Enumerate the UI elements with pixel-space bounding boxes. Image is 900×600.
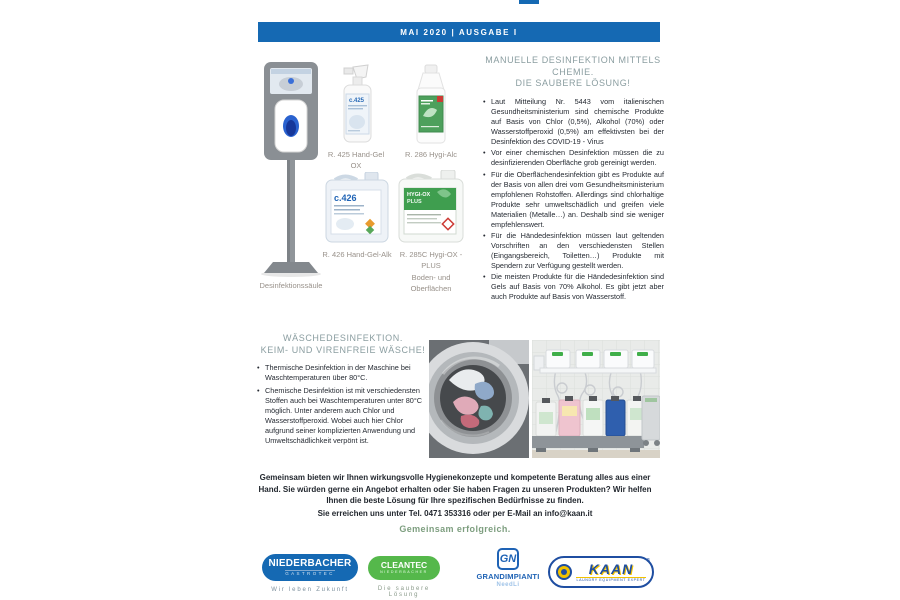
logo-grandimpianti: [474, 548, 542, 588]
chemie-bullet-list: [482, 97, 664, 302]
waesche-heading-line1: WÄSCHEDESINFEKTION.: [283, 333, 403, 343]
bullet-item: • Thermische Desinfektion in der Maschine bei Waschtemperaturen über 80°C.: [256, 363, 430, 383]
niederbacher-name: NIEDERBACHER: [268, 557, 352, 569]
footer-text: [252, 472, 658, 534]
kaan-name: KAAN: [588, 560, 634, 577]
logo-niederbacher: [262, 554, 358, 593]
pillar-caption: Desinfektionssäule: [259, 281, 323, 290]
section-chemie: [482, 55, 664, 303]
chemie-heading-line1: MANUELLE DESINFEKTION MITTELS CHEMIE.: [485, 55, 661, 77]
bullet-item: • Für die Oberflächendesinfektion gibt es Produkte auf der Basis von allen drei vom Gesundheitsministerium empfohlenen Rohstoffen. Allerdings sind chlorhaltige Produkte sehr umweltschädlich und greifen viele Materialien (Metalle…) an. Deshalb sind sie weniger empfehlenswert.: [482, 170, 664, 230]
waesche-bullet-list: [256, 363, 430, 446]
product-figure: [394, 170, 468, 294]
kaan-sub: LAUNDRY EQUIPMENT EXPERT: [576, 577, 646, 582]
niederbacher-tagline: Wir leben Zukunft: [271, 587, 349, 593]
product-caption: R. 286 Hygi-Alc: [404, 150, 458, 159]
section-waesche: [256, 333, 430, 448]
grandimpianti-monogram-icon: GN: [497, 548, 519, 570]
product-figure: [394, 64, 468, 160]
issue-bar: [258, 22, 660, 42]
footer-slogan: Gemeinsam erfolgreich.: [399, 523, 511, 534]
hygi-alc-bottle-image: [409, 64, 453, 144]
waesche-heading: [256, 333, 430, 356]
dosing-station-photo: [532, 340, 660, 458]
top-cropped-mark: [519, 0, 539, 4]
bullet-item: • Für die Händedesinfektion müssen laut geltenden Vorschriften an den verschiedensten Stellen (Eingangsbereich, Toiletten…) Produkte mit Spendern zur Verfügung gestellt werden.: [482, 231, 664, 271]
cleantec-tagline: Die saubere Lösung: [377, 586, 431, 598]
hand-gel-canister-image: [323, 172, 391, 244]
footer-paragraph: Gemeinsam bieten wir Ihnen wirkungsvolle Hygienekonzepte und kompetente Beratung alles aus einer Hand. Sie würden gerne ein Angebot erhalten oder Sie haben Fragen zu unseren Produkten? Wir helfen Ihnen die beste Lösung für Ihre spezifischen Bedürfnisse zu finden.: [258, 473, 652, 506]
chemie-heading: [482, 55, 664, 90]
cleantec-badge: [368, 556, 440, 580]
washing-machine-drum-photo: [429, 340, 529, 458]
waesche-heading-line2: KEIM- UND VIRENFREIE WÄSCHE!: [260, 344, 426, 355]
kaan-trademark: ®: [646, 558, 650, 564]
hygi-ox-canister-image: [397, 170, 465, 244]
bullet-item: • Vor einer chemischen Desinfektion müssen die zu desinfizierenden Oberfläche grob gereinigt werden.: [482, 148, 664, 168]
svg-text:HYGI-OX: HYGI-OX: [407, 192, 431, 198]
kaan-badge: [548, 556, 654, 588]
grandimpianti-sub: NeedLi: [496, 582, 520, 588]
cleantec-name: CLEANTEC: [380, 560, 428, 571]
bullet-item: • Die meisten Produkte für die Händedesinfektion sind Gels auf Basis von 70% Alkohol. Es gibt jetzt aber auch Produkte auf Basis von Wasserstoff.: [482, 272, 664, 302]
svg-text:PLUS: PLUS: [407, 199, 422, 205]
bullet-item: • Chemische Desinfektion ist mit verschiedensten Stoffen auch bei Waschtemperaturen unter 80°C möglich. Unter anderem auch Chlor und Wasserstoffperoxid. Wobei auch hier Chlor aufgrund seiner komplizierten Anwendung und Umweltschädlichkeit verpönt ist.: [256, 386, 430, 446]
grandimpianti-name: GRANDIMPIANTI: [476, 572, 540, 581]
niederbacher-badge: [262, 554, 358, 581]
logo-cleantec: [368, 556, 440, 598]
issue-label: MAI 2020 | AUSGABE I: [400, 27, 518, 37]
logo-kaan: [548, 556, 654, 588]
product-figure: [322, 172, 392, 260]
product-caption: R. 285C Hygi-OX - PLUS: [399, 250, 463, 271]
cleantec-division: NIEDERBACHER: [380, 569, 428, 574]
product-caption: R. 426 Hand-Gel-Alk: [322, 250, 392, 259]
disinfection-pillar-image: [258, 62, 324, 278]
svg-text:c.426: c.426: [334, 193, 357, 203]
bullet-item: • Laut Mitteilung Nr. 5443 vom italienischen Gesundheitsministerium sind chemische Produkte auf Basis von Chlor (0,5%), Alkohol (70%) oder Wasserstoffperoxid (0,5%) am effektivsten bei der Desinfektion des COVID-19 - Virus: [482, 97, 664, 147]
kaan-drum-icon: [556, 564, 572, 580]
product-figure: [322, 64, 390, 172]
chemie-heading-line2: DIE SAUBERE LÖSUNG!: [515, 78, 631, 89]
spray-bottle-image: [327, 64, 385, 144]
niederbacher-division: GASTROTEC: [285, 570, 335, 576]
svg-text:c.425: c.425: [349, 98, 365, 104]
product-subcaption: Boden- und Oberflächen: [410, 272, 452, 293]
footer-contact: Sie erreichen uns unter Tel. 0471 353316 oder per E-Mail an info@kaan.it: [317, 508, 593, 518]
kaan-wordmark: [576, 562, 645, 583]
product-caption: R. 425 Hand-Gel OX: [327, 150, 385, 171]
